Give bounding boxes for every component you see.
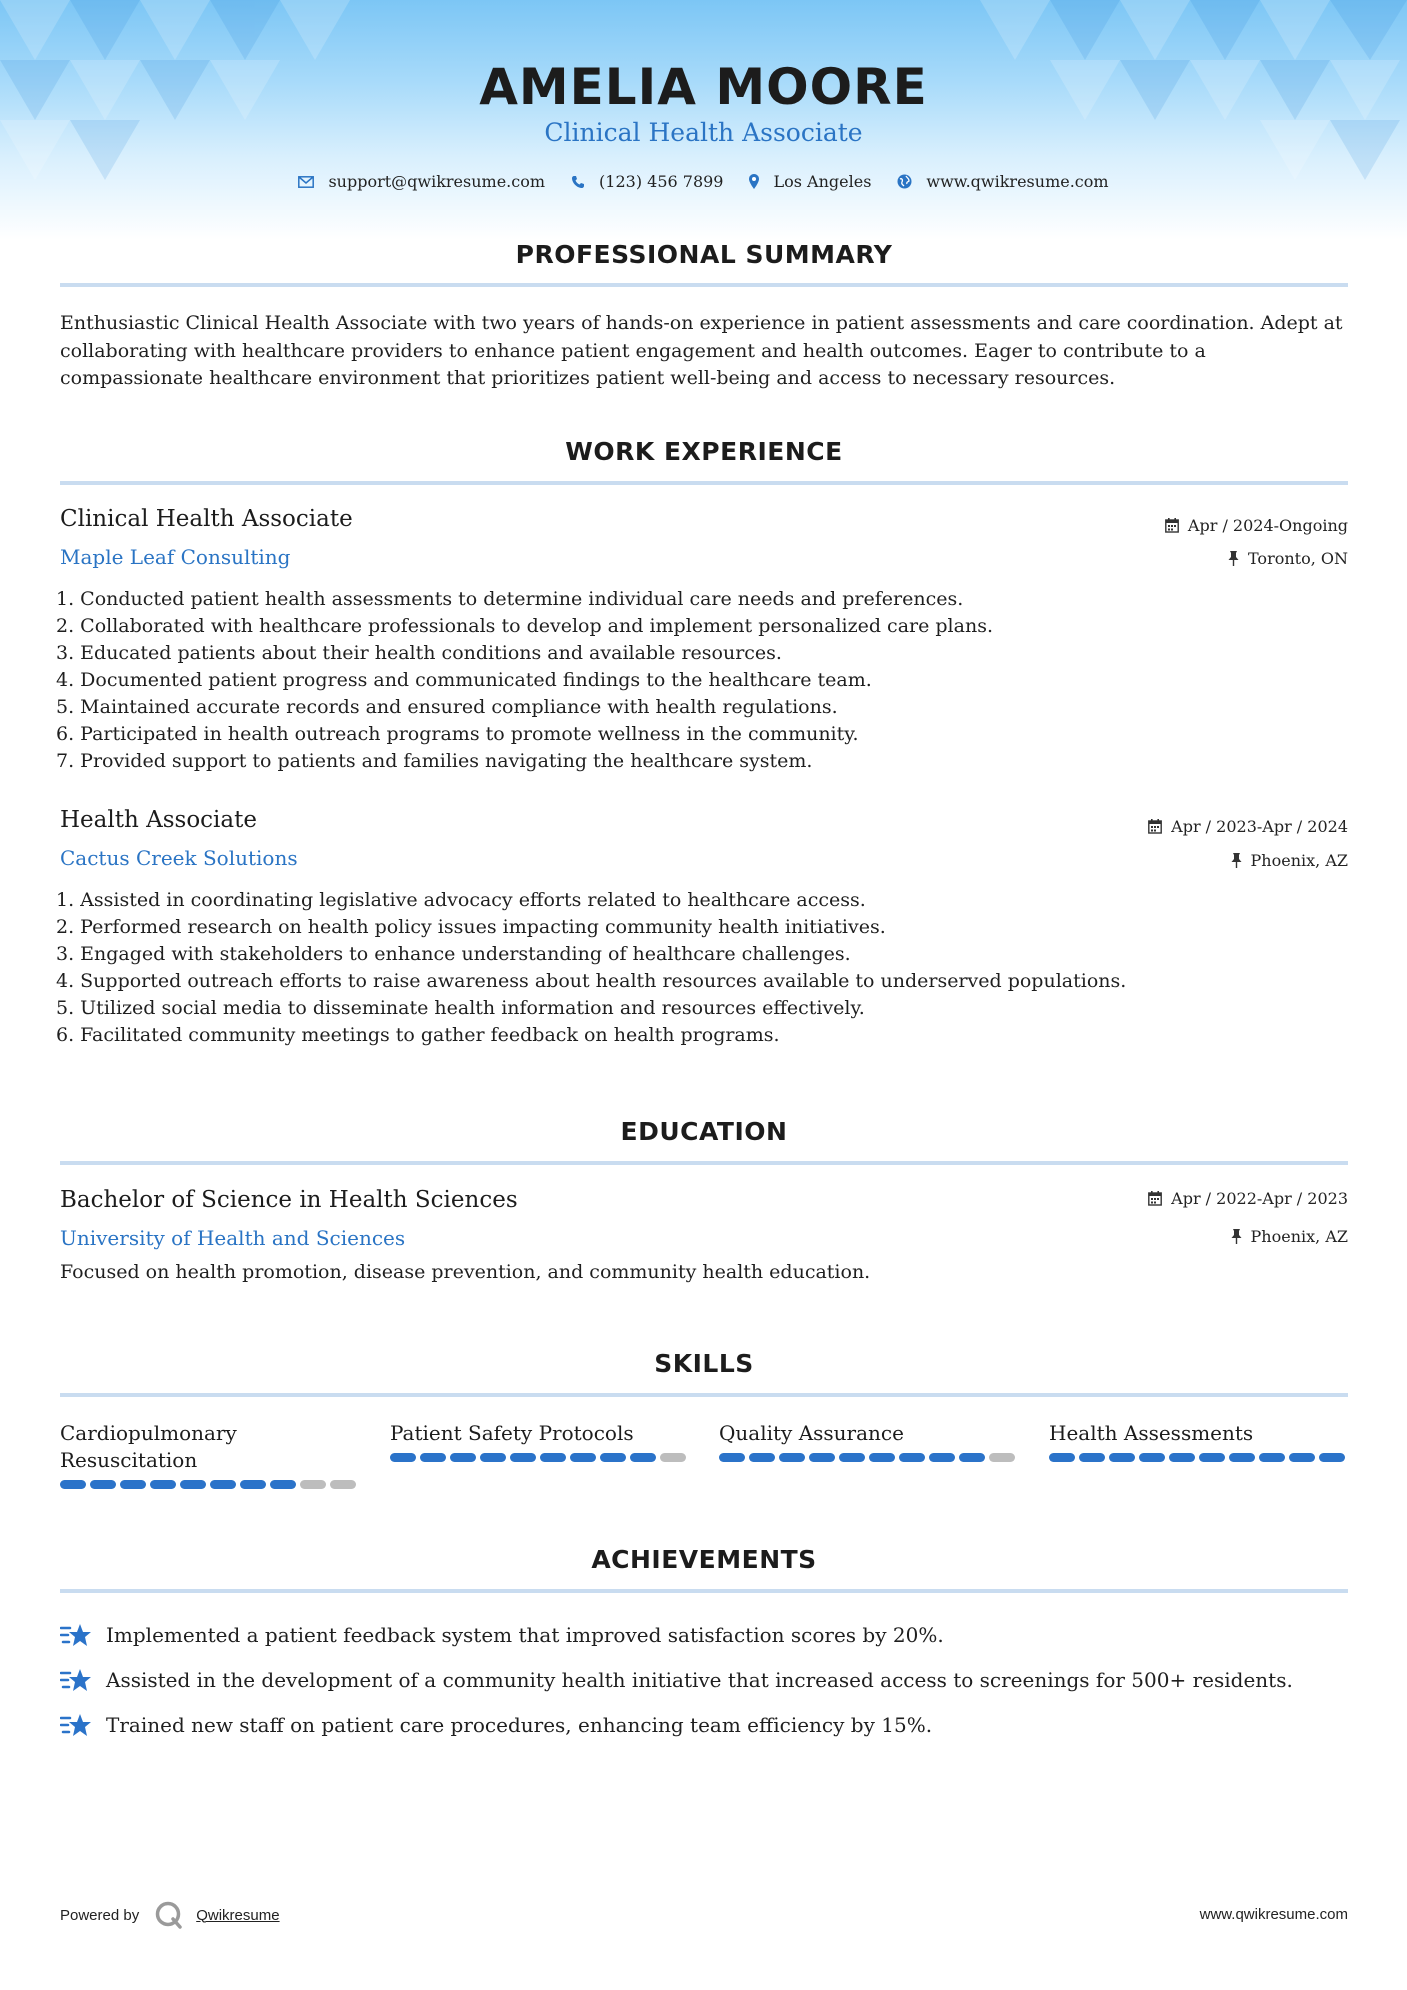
section-divider [60,1393,1348,1397]
skill-level-segment [1079,1453,1105,1462]
job-location [1231,851,1348,870]
job-title: Health Associate [60,807,257,833]
school-name: University of Health and Sciences [60,1226,406,1250]
qwikresume-link[interactable]: Qwikresume [196,1906,280,1924]
contact-location [749,172,871,191]
education-dates [1148,1189,1348,1208]
contact-location-text: Los Angeles [773,172,872,191]
list-item: 5. Utilized social media to disseminate health information and resources effectively. [56,997,865,1019]
section-divider [60,1589,1348,1593]
pushpin-icon [1228,551,1239,566]
skill-item [60,1420,360,1489]
achievement-item [60,1702,1293,1747]
calendar-icon [1165,518,1179,533]
pushpin-icon [1231,853,1242,868]
company-name: Maple Leaf Consulting [60,545,291,569]
job-location [1228,549,1348,568]
job-dates-text: Apr / 2024-Ongoing [1187,516,1348,535]
skill-level-segment [719,1453,745,1462]
skill-label: Quality Assurance [719,1421,904,1445]
envelope-icon [298,176,314,188]
achievement-text: Implemented a patient feedback system that improved satisfaction scores by 20%. [106,1622,944,1647]
list-item: 1. Assisted in coordinating legislative advocacy efforts related to healthcare access. [56,889,866,911]
section-title-experience: WORK EXPERIENCE [565,437,843,466]
skill-level-segment [989,1453,1015,1462]
achievements-list [60,1612,1293,1747]
skill-level-segment [929,1453,955,1462]
list-item: 4. Supported outreach efforts to raise awareness about health resources available to underserved populations. [56,970,1127,992]
contact-website[interactable] [897,172,1108,191]
job-location-text: Phoenix, AZ [1250,851,1348,870]
footer-website[interactable]: www.qwikresume.com [1199,1906,1348,1923]
map-marker-icon [749,174,759,189]
candidate-title: Clinical Health Associate [544,118,863,147]
skill-level-segment [899,1453,925,1462]
globe-icon [897,174,912,189]
skill-level-segment [540,1453,566,1462]
achievement-text: Trained new staff on patient care procedures, enhancing team efficiency by 15%. [106,1712,933,1737]
skill-level-segment [1169,1453,1195,1462]
contact-phone[interactable] [571,172,723,191]
skill-level-segment [150,1480,176,1489]
section-title-skills: SKILLS [654,1349,754,1378]
skill-item [1049,1420,1349,1462]
job-dates [1165,516,1348,535]
skill-level-segment [390,1453,416,1462]
skill-level-segment [570,1453,596,1462]
education-location [1231,1227,1348,1246]
skill-level-segment [869,1453,895,1462]
list-item: 1. Conducted patient health assessments to determine individual care needs and preferences. [56,588,964,610]
skill-level-segment [1109,1453,1135,1462]
job-dates [1148,817,1348,836]
skill-level-segment [330,1480,356,1489]
skill-level-segment [749,1453,775,1462]
calendar-icon [1148,819,1162,834]
skill-level-segment [450,1453,476,1462]
skill-level-segment [600,1453,626,1462]
list-item: 3. Educated patients about their health conditions and available resources. [56,642,782,664]
education-location-text: Phoenix, AZ [1250,1227,1348,1246]
skill-level-segment [1259,1453,1285,1462]
job-responsibilities [56,887,1346,1049]
degree-title: Bachelor of Science in Health Sciences [60,1187,518,1213]
skill-level-segment [120,1480,146,1489]
phone-icon [571,175,585,189]
shooting-star-icon [60,1712,92,1738]
skill-level-segment [779,1453,805,1462]
skill-level-bar [719,1453,1019,1462]
section-title-education: EDUCATION [620,1117,788,1146]
achievement-item [60,1612,1293,1657]
skill-item [719,1420,1019,1462]
skill-label: Patient Safety Protocols [390,1421,634,1445]
section-title-achievements: ACHIEVEMENTS [591,1545,817,1574]
list-item: 5. Maintained accurate records and ensured compliance with health regulations. [56,696,838,718]
skill-level-segment [1229,1453,1255,1462]
qwikresume-logo-icon [154,1900,184,1930]
education-description: Focused on health promotion, disease prevention, and community health education. [60,1261,871,1283]
contact-bar [0,172,1407,191]
skill-level-segment [60,1480,86,1489]
list-item: 3. Engaged with stakeholders to enhance understanding of healthcare challenges. [56,943,851,965]
skill-level-segment [1319,1453,1345,1462]
skill-level-segment [270,1480,296,1489]
skill-level-segment [809,1453,835,1462]
skill-level-segment [90,1480,116,1489]
contact-phone-text: (123) 456 7899 [599,172,724,191]
company-name: Cactus Creek Solutions [60,846,298,870]
section-title-summary: PROFESSIONAL SUMMARY [515,240,893,269]
skill-level-segment [510,1453,536,1462]
skill-level-segment [210,1480,236,1489]
list-item: 2. Performed research on health policy issues impacting community health initiatives. [56,916,886,938]
shooting-star-icon [60,1667,92,1693]
contact-email[interactable] [298,172,545,191]
list-item: 6. Participated in health outreach programs to promote wellness in the community. [56,723,859,745]
skill-label: Cardiopulmonary Resuscitation [60,1421,237,1472]
skill-label: Health Assessments [1049,1421,1254,1445]
skill-level-bar [60,1480,360,1489]
education-dates-text: Apr / 2022-Apr / 2023 [1171,1189,1348,1208]
skill-level-segment [240,1480,266,1489]
skill-level-bar [1049,1453,1349,1462]
list-item: 6. Facilitated community meetings to gather feedback on health programs. [56,1024,780,1046]
section-divider [60,283,1348,287]
contact-email-text: support@qwikresume.com [328,172,546,191]
skill-item [390,1420,690,1462]
skill-level-segment [1289,1453,1315,1462]
skill-level-segment [839,1453,865,1462]
achievement-text: Assisted in the development of a community health initiative that increased access to screenings for 500+ residents. [106,1667,1293,1692]
skill-level-segment [959,1453,985,1462]
skill-level-bar [390,1453,690,1462]
calendar-icon [1148,1191,1162,1206]
job-title: Clinical Health Associate [60,506,353,532]
powered-by-label: Powered by [60,1906,140,1924]
skill-level-segment [420,1453,446,1462]
skill-level-segment [1049,1453,1075,1462]
section-divider [60,1161,1348,1165]
skill-level-segment [660,1453,686,1462]
skill-level-segment [180,1480,206,1489]
achievement-item [60,1657,1293,1702]
skill-level-segment [480,1453,506,1462]
list-item: 7. Provided support to patients and families navigating the healthcare system. [56,750,813,772]
skill-level-segment [630,1453,656,1462]
section-divider [60,481,1348,485]
job-dates-text: Apr / 2023-Apr / 2024 [1171,817,1348,836]
candidate-name: AMELIA MOORE [479,58,928,116]
list-item: 4. Documented patient progress and communicated findings to the healthcare team. [56,669,872,691]
list-item: 2. Collaborated with healthcare professionals to develop and implement personalized care plans. [56,615,993,637]
shooting-star-icon [60,1622,92,1648]
footer-powered-by [60,1900,280,1930]
job-location-text: Toronto, ON [1248,549,1348,568]
skill-level-segment [300,1480,326,1489]
job-responsibilities [56,586,1346,775]
summary-text: Enthusiastic Clinical Health Associate with two years of hands-on experience in patient assessments and care coordination. Adept at collaborating with healthcare providers to enhance patient engagement and health outcomes. Eager to contribute to a compassionate healthcare environment that prioritizes patient well-being and access to necessary resources. [60,312,1343,389]
contact-website-text: www.qwikresume.com [926,172,1109,191]
skill-level-segment [1199,1453,1225,1462]
skill-level-segment [1139,1453,1165,1462]
pushpin-icon [1231,1229,1242,1244]
